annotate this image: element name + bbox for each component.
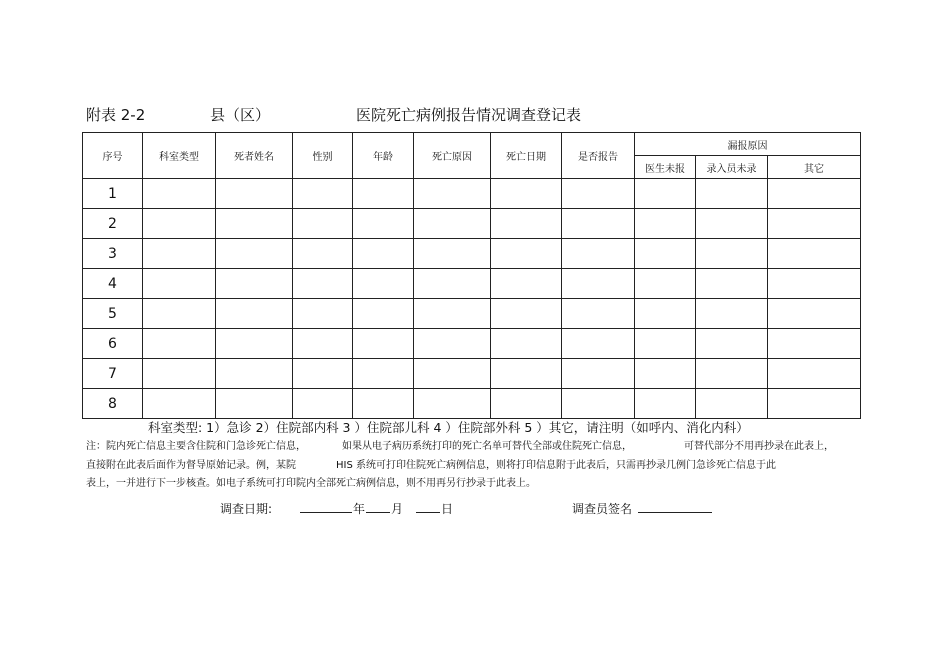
row-number: 5 [83,299,143,329]
county-label: 县（区） [210,106,271,124]
table-cell[interactable] [143,329,216,359]
table-cell[interactable] [562,179,635,209]
table-cell[interactable] [216,179,293,209]
day-field[interactable] [416,500,440,513]
table-cell[interactable] [696,179,768,209]
table-cell[interactable] [353,359,414,389]
header-date: 死亡日期 [491,133,562,179]
table-cell[interactable] [562,299,635,329]
table-cell[interactable] [143,299,216,329]
header-reported: 是否报告 [562,133,635,179]
table-cell[interactable] [216,299,293,329]
table-cell[interactable] [353,179,414,209]
note-2a: 直接附在此表后面作为督导原始记录。例，某院 [86,460,296,471]
row-number: 2 [83,209,143,239]
table-cell[interactable] [293,359,353,389]
table-cell[interactable] [216,269,293,299]
header-missed-other: 其它 [768,156,861,179]
table-cell[interactable] [414,209,491,239]
table-cell[interactable] [216,359,293,389]
table-cell[interactable] [414,389,491,419]
table-cell[interactable] [562,329,635,359]
table-cell[interactable] [635,389,696,419]
dept-types-legend: 科室类型: 1）急诊 2）住院部内科 3 ）住院部儿科 4 ）住院部外科 5 ）其它，请注明（如呼内、消化内科） [148,420,749,435]
header-cause: 死亡原因 [414,133,491,179]
form-title [86,104,866,126]
table-cell[interactable] [143,269,216,299]
header-sex: 性别 [293,133,353,179]
table-cell[interactable] [293,179,353,209]
table-cell[interactable] [353,209,414,239]
table-cell[interactable] [216,239,293,269]
surveyor-label: 调查员签名 [572,502,633,516]
row-number: 1 [83,179,143,209]
note-2b: HIS 系统可打印住院死亡病例信息，则将打印信息附于此表后，只需再抄录几例门急诊死亡信息于此 [336,460,776,471]
table-cell[interactable] [491,209,562,239]
table-cell[interactable] [216,389,293,419]
table-row [83,389,861,419]
table-cell[interactable] [353,299,414,329]
month-field[interactable] [366,500,390,513]
year-label: 年 [353,502,366,516]
signature-row [220,500,740,518]
table-cell[interactable] [491,299,562,329]
survey-date-label: 调查日期: [220,502,273,516]
table-cell[interactable] [491,329,562,359]
row-number: 3 [83,239,143,269]
table-cell[interactable] [143,239,216,269]
table-cell[interactable] [143,209,216,239]
table-cell[interactable] [414,359,491,389]
table-cell[interactable] [353,269,414,299]
table-cell[interactable] [635,329,696,359]
header-name: 死者姓名 [216,133,293,179]
table-cell[interactable] [562,239,635,269]
table-cell[interactable] [491,239,562,269]
table-cell[interactable] [216,209,293,239]
table-cell[interactable] [491,179,562,209]
table-cell[interactable] [143,179,216,209]
surveyor-signature-field[interactable] [638,500,712,513]
table-cell[interactable] [414,329,491,359]
table-cell[interactable] [414,299,491,329]
table-cell[interactable] [414,179,491,209]
table-cell[interactable] [491,269,562,299]
note-1c: 可替代部分不用再抄录在此表上， [684,441,834,452]
table-cell[interactable] [293,209,353,239]
month-label: 月 [391,502,404,516]
table-cell[interactable] [353,389,414,419]
day-label: 日 [441,502,454,516]
header-missed-group: 漏报原因 [635,133,861,156]
table-cell[interactable] [696,209,768,239]
table-row [83,359,861,389]
form-number: 附表 2-2 [86,106,146,124]
table-cell[interactable] [768,329,861,359]
table-cell[interactable] [216,329,293,359]
table-cell[interactable] [768,239,861,269]
table-cell[interactable] [491,389,562,419]
table-cell[interactable] [635,239,696,269]
table-cell[interactable] [414,269,491,299]
note-3: 表上，一并进行下一步核查。如电子系统可打印院内全部死亡病例信息，则不用再另行抄录于此表上。 [86,478,536,489]
table-cell[interactable] [293,299,353,329]
table-cell[interactable] [562,209,635,239]
note-1a: 注：院内死亡信息主要含住院和门急诊死亡信息， [86,441,306,452]
row-number: 6 [83,329,143,359]
table-cell[interactable] [768,179,861,209]
table-row [83,239,861,269]
table-cell[interactable] [293,239,353,269]
table-row [83,329,861,359]
table-cell[interactable] [696,359,768,389]
table-cell[interactable] [768,389,861,419]
table-cell[interactable] [768,269,861,299]
table-cell[interactable] [696,299,768,329]
header-dept-type: 科室类型 [143,133,216,179]
header-seq: 序号 [83,133,143,179]
table-cell[interactable] [293,269,353,299]
table-row [83,179,861,209]
table-cell[interactable] [635,269,696,299]
year-field[interactable] [300,500,352,513]
table-row [83,299,861,329]
table-cell[interactable] [143,359,216,389]
header-missed-doctor: 医生未报 [635,156,696,179]
table-cell[interactable] [293,329,353,359]
table-body [83,179,861,419]
table-cell[interactable] [562,269,635,299]
table-cell[interactable] [635,179,696,209]
table-cell[interactable] [635,209,696,239]
table-cell[interactable] [491,359,562,389]
table-cell[interactable] [635,299,696,329]
table-cell[interactable] [768,209,861,239]
table-cell[interactable] [143,389,216,419]
header-age: 年龄 [353,133,414,179]
table-cell[interactable] [293,389,353,419]
form-main-title: 医院死亡病例报告情况调查登记表 [356,106,582,124]
table-cell[interactable] [562,389,635,419]
table-cell[interactable] [635,359,696,389]
table-cell[interactable] [562,359,635,389]
row-number: 8 [83,389,143,419]
table-cell[interactable] [768,359,861,389]
header-missed-entry: 录入员未录 [696,156,768,179]
table-cell[interactable] [696,239,768,269]
note-1b: 如果从电子病历系统打印的死亡名单可替代全部或住院死亡信息， [342,441,632,452]
table-cell[interactable] [353,329,414,359]
table-row [83,209,861,239]
table-cell[interactable] [353,239,414,269]
table-cell[interactable] [696,389,768,419]
row-number: 7 [83,359,143,389]
table-cell[interactable] [696,329,768,359]
row-number: 4 [83,269,143,299]
table-cell[interactable] [414,239,491,269]
table-cell[interactable] [696,269,768,299]
table-row [83,269,861,299]
table-cell[interactable] [768,299,861,329]
death-report-table [82,132,861,419]
